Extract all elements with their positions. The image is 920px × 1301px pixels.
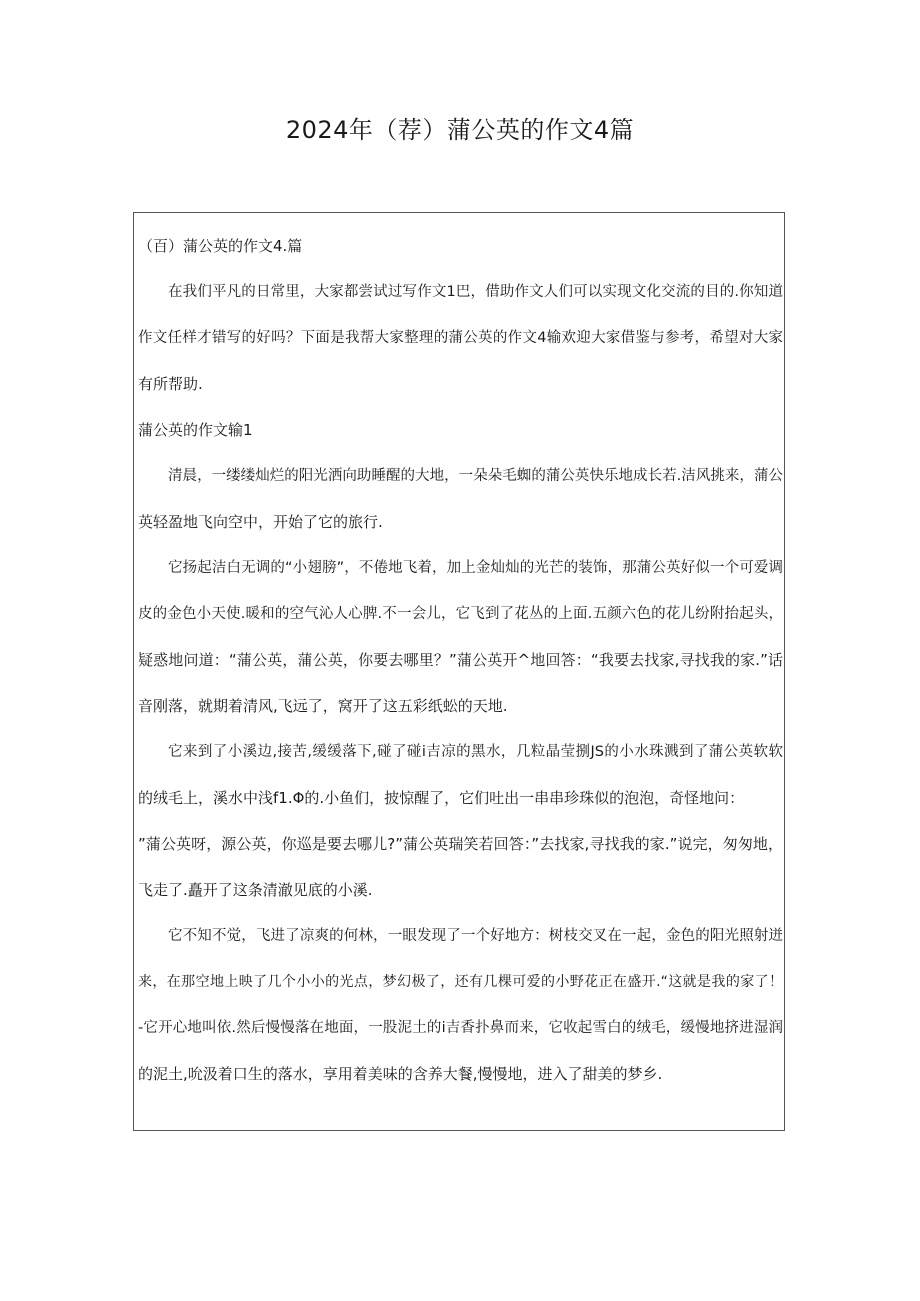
paragraph-line: 疑惑地问道：“蒲公英，蒲公英，你要去哪里？”蒲公英开^地回答：“我要去找家,寻找我的家.”话 (138, 651, 783, 669)
page-title: 2024年（荐）蒲公英的作文4篇 (285, 116, 635, 144)
content-box (133, 212, 785, 1131)
paragraph-line: 皮的金色小天使.暖和的空气沁人心脾.不一会儿，它飞到了花丛的上面.五颜六色的花儿纷附抬起头， (138, 606, 783, 622)
paragraph-line: 清晨，一缕缕灿烂的阳光洒向助睡醒的大地，一朵朵毛蜘的蒲公英快乐地成长若.洁风挑来，蒲公 (168, 468, 783, 484)
paragraph-line: ”蒲公英呀，源公英，你巡是要去哪儿?”蒲公英瑞笑若回答：”去找家,寻找我的家.”说完，匆匆地， (138, 835, 783, 853)
paragraph-line: 的泥土,吮汲着口生的落水，享用着美味的含养大餐,慢慢地，进入了甜美的梦乡. (138, 1065, 663, 1083)
paragraph-line: 的绒毛上，溪水中浅f1.Φ的.小鱼们，披惊醒了，它们吐出一串串珍珠似的泡泡，奇怪地问： (138, 789, 745, 807)
paragraph-line: -它开心地叫依.然后慢慢落在地面，一股泥土的i吉香扑鼻而来，它收起雪白的绒毛，缓慢地挤进湿润 (138, 1020, 783, 1036)
paragraph-line: 在我们平凡的日常里，大家都尝试过写作文1巴，借助作文人们可以实现文化交流的目的.你知道 (168, 284, 783, 300)
paragraph-line: 飞走了.矗开了这条清澈见底的小溪. (138, 881, 373, 899)
paragraph-line: 作文任样才错写的好吗？下面是我帮大家整理的蒲公英的作文4输欢迎大家借鉴与参考，希望对大家 (138, 330, 783, 346)
paragraph-line: 音刚落，就期着清风,飞远了，窝开了这五彩纸蚣的天地. (138, 697, 508, 715)
article-body (138, 233, 783, 1087)
paragraph-line: 英轻盈地飞向空中，开始了它的旅行. (138, 513, 383, 531)
paragraph-line: 它来到了小溪边,接苦,缓缓落下,碰了碰i吉凉的黑水，几粒晶莹捌JS的小水珠溅到了蒲公英软软 (168, 744, 783, 760)
paragraph-line: 来，在那空地上映了几个小小的光点，梦幻极了，还有几棵可爱的小野花正在盛开.“这就是我的家了！ (138, 974, 783, 990)
section-heading: （百）蒲公英的作文4.篇 (138, 237, 303, 255)
paragraph-line: 它不知不觉，飞进了凉爽的何林，一眼发现了一个好地方：树枝交叉在一起，金色的阳光照射迸 (168, 928, 783, 944)
paragraph-line: 有所帮助. (138, 375, 203, 393)
article-subheading: 蒲公英的作文输1 (138, 421, 253, 439)
paragraph-line: 它扬起洁白无调的“小翅膀”，不倦地飞着，加上金灿灿的光芒的装饰，那蒲公英好似一个可爱调 (168, 560, 783, 576)
